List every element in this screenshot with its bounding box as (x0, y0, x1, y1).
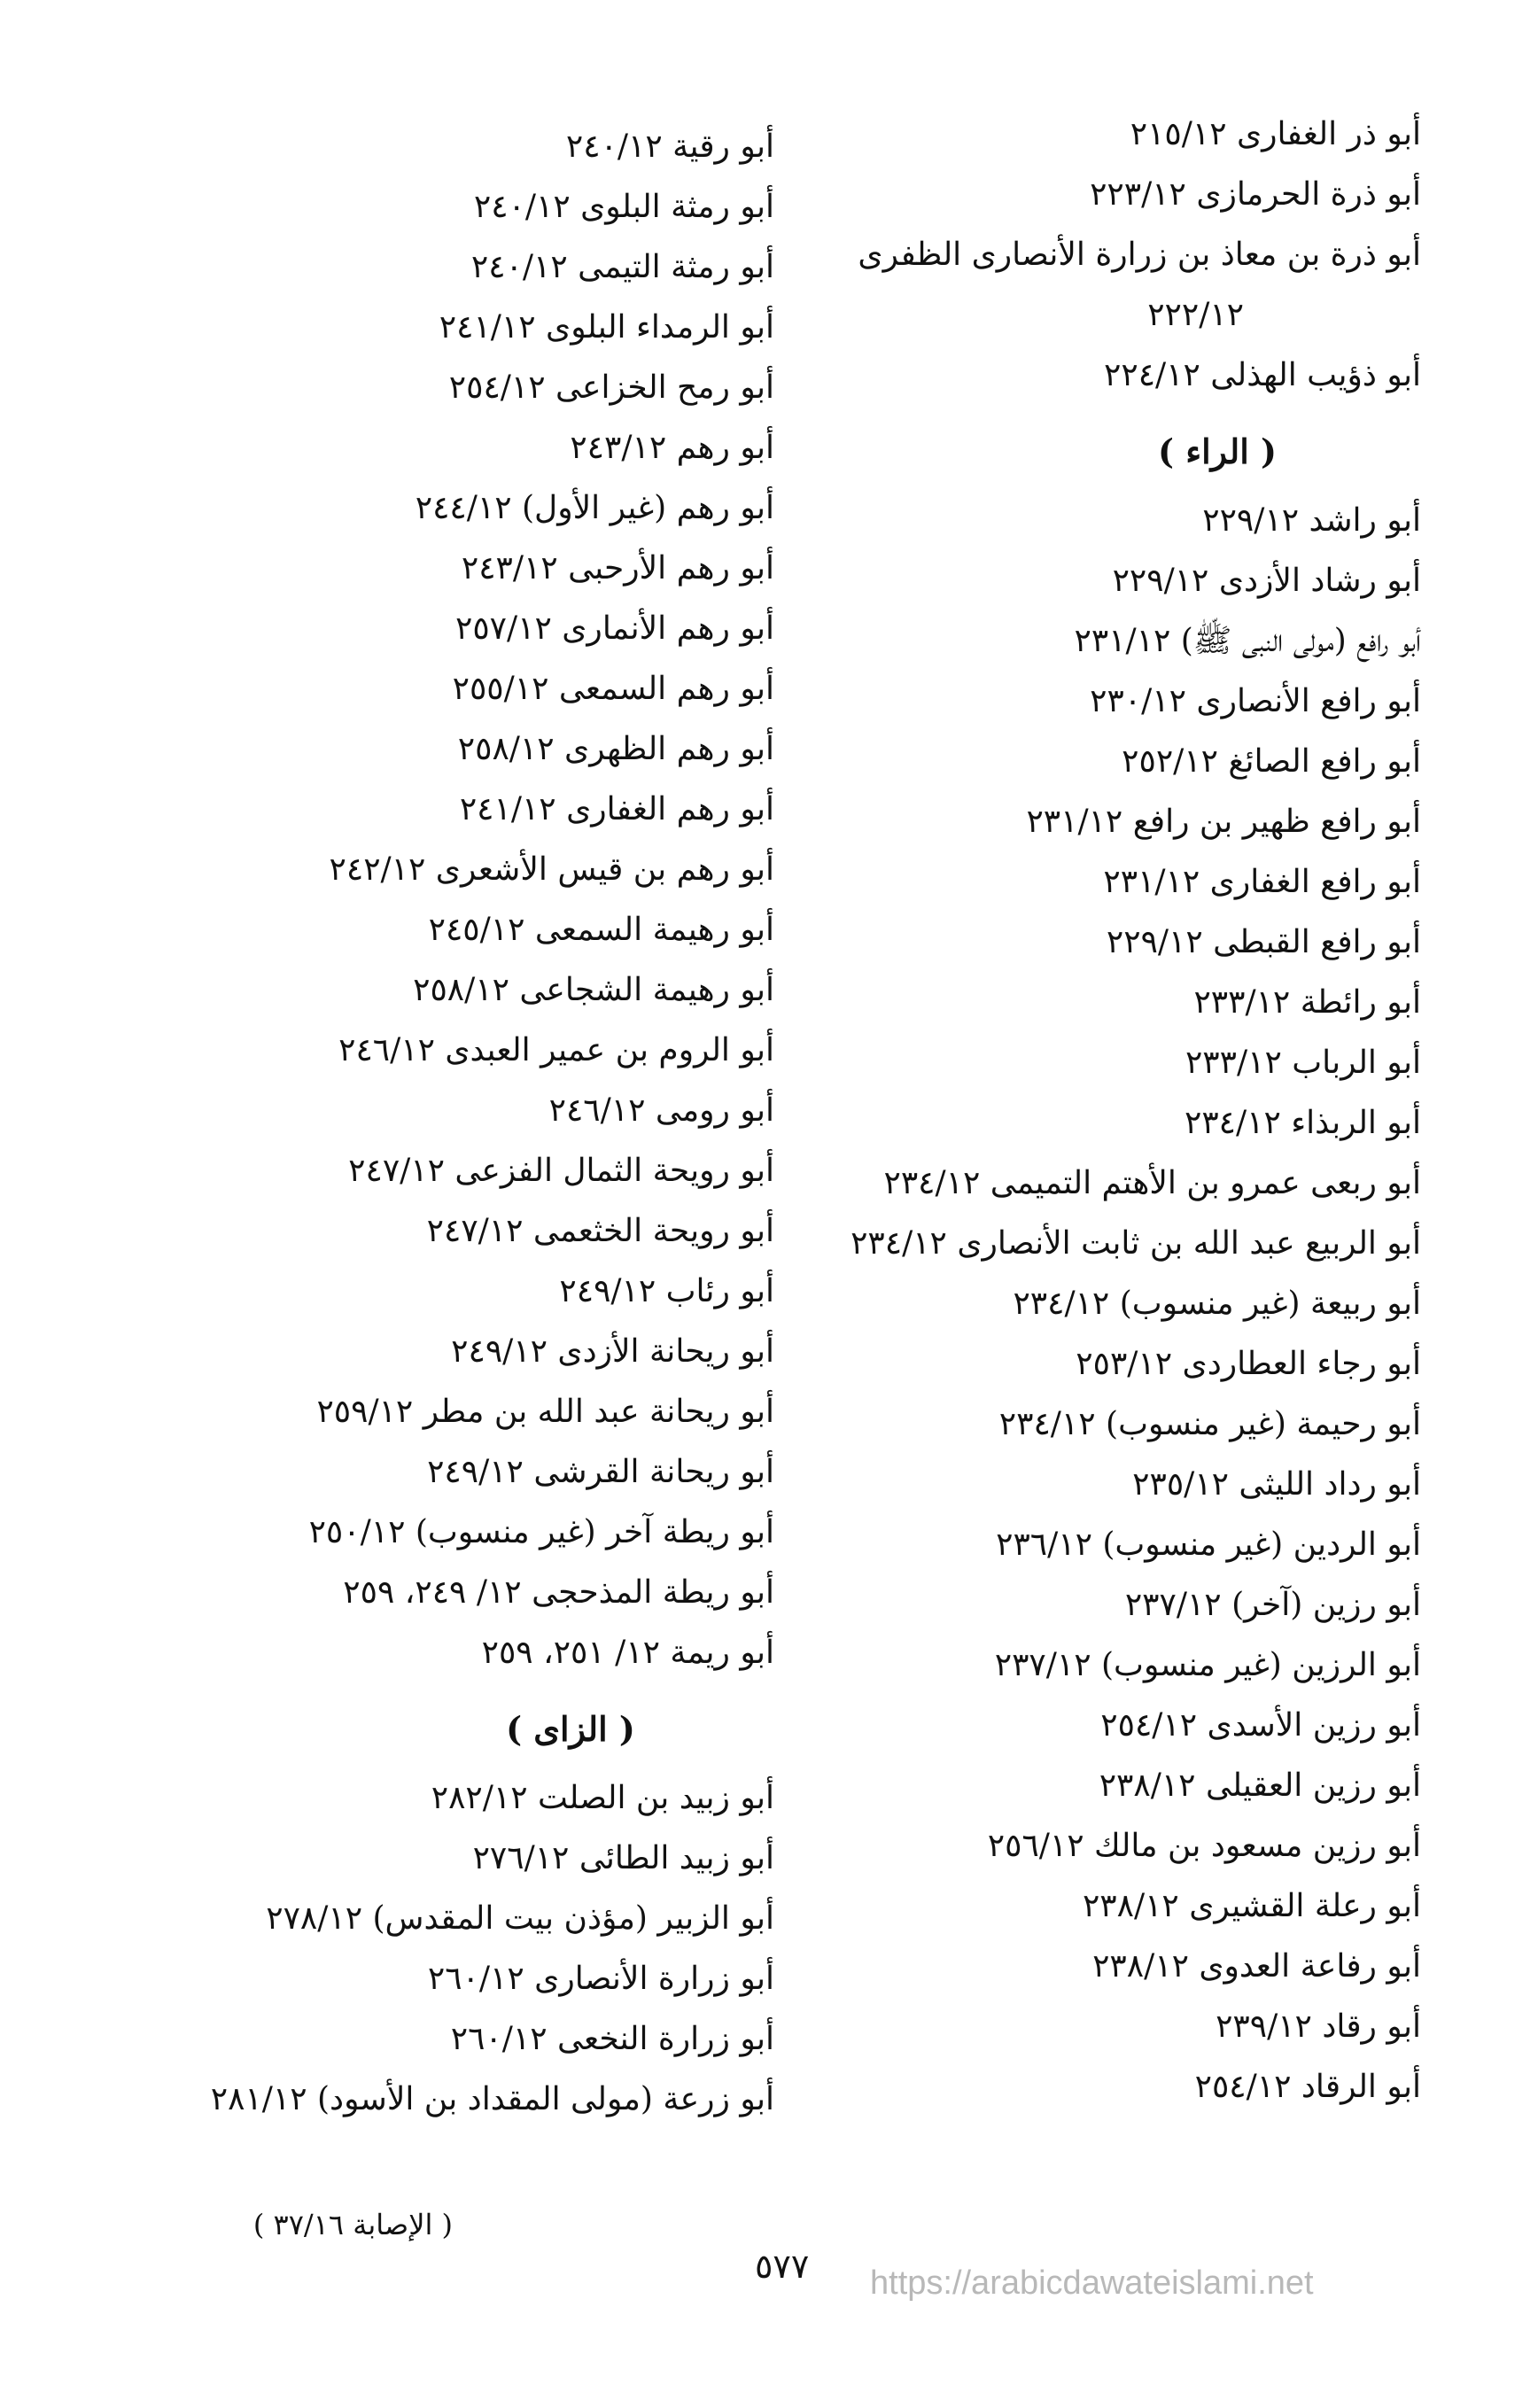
index-entry: أبو الربيع عبد الله بن ثابت الأنصارى ٢٣٤/١٢ (851, 1225, 1421, 1262)
section-heading-zay: ( الزاى ) (506, 1709, 635, 1749)
index-entry: أبو الرقاد ٢٥٤/١٢ (1194, 2069, 1421, 2105)
index-entry: أبو ريحانة القرشى ٢٤٩/١٢ (427, 1454, 774, 1490)
index-entry: أبو رافع الأنصارى ٢٣٠/١٢ (1090, 683, 1421, 719)
zay-entry-list (101, 1768, 774, 2130)
index-entry: أبو رافع الصائغ ٢٥٢/١٢ (1122, 743, 1421, 780)
index-entry: أبو رافع القبطى ٢٢٩/١٢ (1106, 924, 1421, 960)
index-entry: أبو رهم الغفارى ٢٤١/١٢ (459, 791, 774, 827)
index-entry: أبو رزين مسعود بن مالك ٢٥٦/١٢ (987, 1828, 1421, 1864)
index-entry: أبو رويحة الخثعمى ٢٤٧/١٢ (426, 1213, 774, 1249)
page-number: ٥٧٧ (755, 2247, 810, 2286)
section-heading-ra: ( الراء ) (1158, 431, 1277, 471)
index-entry: أبو رقاد ٢٣٩/١٢ (1216, 2008, 1421, 2045)
left-entry-list (101, 117, 774, 1683)
index-entry: أبو زرارة النخعى ٢٦٠/١٢ (450, 2021, 774, 2057)
index-entry: أبو رداد الليثى ٢٣٥/١٢ (1132, 1466, 1421, 1503)
index-entry: أبو رهيمة السمعى ٢٤٥/١٢ (428, 912, 774, 948)
index-entry-wrapped-line1: أبو ذرة بن معاذ بن زرارة الأنصارى الظفرى (858, 237, 1421, 273)
index-entry: أبو ذرة الحرمازى ٢٢٣/١٢ (1090, 176, 1421, 213)
index-entry: أبو زرارة الأنصارى ٢٦٠/١٢ (427, 1961, 774, 1997)
index-entry: أبو رحيمة (غير منسوب) ٢٣٤/١٢ (998, 1406, 1421, 1442)
index-entry: أبو رهم الأنمارى ٢٥٧/١٢ (455, 610, 774, 647)
watermark-url: https://arabicdawateislami.net (870, 2264, 1314, 2302)
index-entry: أبو رئاب ٢٤٩/١٢ (559, 1273, 774, 1309)
index-entry: أبو رزين العقيلى ٢٣٨/١٢ (1099, 1767, 1421, 1804)
index-entry: أبو رشاد الأزدى ٢٢٩/١٢ (1112, 563, 1421, 599)
index-entry: أبو الربذاء ٢٣٤/١٢ (1185, 1105, 1421, 1141)
index-entry: أبو ربعى عمرو بن الأهتم التميمى ٢٣٤/١٢ (883, 1165, 1421, 1201)
index-entry: أبو رقية ٢٤٠/١٢ (565, 128, 774, 165)
index-entry: أبو رمح الخزاعى ٢٥٤/١٢ (448, 369, 774, 406)
index-entry: أبو ريمة ١٢/ ٢٥١، ٢٥٩ (481, 1635, 774, 1671)
index-entry: أبو رهم السمعى ٢٥٥/١٢ (452, 671, 774, 707)
footnote: ( الإصابة ٣٧/١٦ ) (252, 2208, 453, 2241)
index-entry: أبو رزين الأسدى ٢٥٤/١٢ (1100, 1707, 1421, 1744)
index-entry: أبو ريحانة الأزدى ٢٤٩/١٢ (451, 1333, 774, 1370)
index-entry: أبو رجاء العطاردى ٢٥٣/١٢ (1076, 1346, 1421, 1382)
left-column (101, 117, 774, 2130)
index-entry: أبو ريطة المذحجى ١٢/ ٢٤٩، ٢٥٩ (343, 1574, 774, 1611)
index-entry: أبو الرباب ٢٣٣/١٢ (1185, 1045, 1421, 1081)
index-entry: أبو رهم (غير الأول) ٢٤٤/١٢ (415, 490, 774, 526)
index-entry: أبو رزين (آخر) ٢٣٧/١٢ (1124, 1587, 1421, 1623)
index-entry: أبو رعلة القشيرى ٢٣٨/١٢ (1082, 1888, 1421, 1924)
index-entry-wrapped-line2: ٢٢٢/١٢ (1147, 297, 1244, 333)
index-entry: أبو رهم الأرحبى ٢٤٣/١٢ (461, 550, 774, 586)
index-entry: أبو ريحانة عبد الله بن مطر ٢٥٩/١٢ (316, 1394, 774, 1430)
index-entry: أبو رومى ٢٤٦/١٢ (548, 1092, 774, 1129)
index-entry: أبو زرعة (مولى المقداد بن الأسود) ٢٨١/١٢ (210, 2081, 774, 2117)
index-entry: أبو رهم ٢٤٣/١٢ (570, 430, 774, 466)
index-entry: أبو رمثة البلوى ٢٤٠/١٢ (473, 189, 774, 225)
index-entry: أبو ذر الغفارى ٢١٥/١٢ (1130, 116, 1421, 152)
index-entry: أبو رهم بن قيس الأشعرى ٢٤٢/١٢ (329, 851, 774, 888)
index-entry: أبو رافع (مولى النبى ﷺ) ٢٣١/١٢ (1074, 623, 1421, 659)
index-entry: أبو رهيمة الشجاعى ٢٥٨/١٢ (413, 972, 774, 1008)
index-entry: أبو ربيعة (غير منسوب) ٢٣٤/١٢ (1013, 1286, 1421, 1322)
index-entry: أبو رافع الغفارى ٢٣١/١٢ (1103, 864, 1421, 900)
index-entry: أبو الردين (غير منسوب) ٢٣٦/١٢ (996, 1526, 1421, 1563)
index-entry: أبو راشد ٢٢٩/١٢ (1202, 502, 1421, 539)
right-entry-list (748, 491, 1421, 2117)
index-entry: أبو الرمداء البلوى ٢٤١/١٢ (439, 309, 774, 346)
index-entry: أبو رافع ظهير بن رافع ٢٣١/١٢ (1026, 804, 1421, 840)
right-column (748, 105, 1421, 2117)
index-entry: أبو الزبير (مؤذن بيت المقدس) ٢٧٨/١٢ (266, 1900, 774, 1937)
index-entry: أبو الرزين (غير منسوب) ٢٣٧/١٢ (994, 1647, 1421, 1683)
index-entry: أبو رفاعة العدوى ٢٣٨/١٢ (1092, 1948, 1421, 1985)
index-entry: أبو زبيد بن الصلت ٢٨٢/١٢ (431, 1780, 774, 1816)
index-entry: أبو رهم الظهرى ٢٥٨/١٢ (457, 731, 774, 767)
index-entry: أبو رائطة ٢٣٣/١٢ (1193, 984, 1421, 1021)
index-entry: أبو ريطة آخر (غير منسوب) ٢٥٠/١٢ (308, 1514, 774, 1550)
index-entry: أبو ذؤيب الهذلى ٢٢٤/١٢ (1104, 357, 1421, 393)
index-entry: أبو زبيد الطائى ٢٧٦/١٢ (472, 1840, 774, 1876)
index-entry: أبو رمثة التيمى ٢٤٠/١٢ (470, 249, 774, 285)
index-entry: أبو رويحة الثمال الفزعى ٢٤٧/١٢ (348, 1153, 774, 1189)
index-entry: أبو الروم بن عمير العبدى ٢٤٦/١٢ (338, 1032, 774, 1068)
